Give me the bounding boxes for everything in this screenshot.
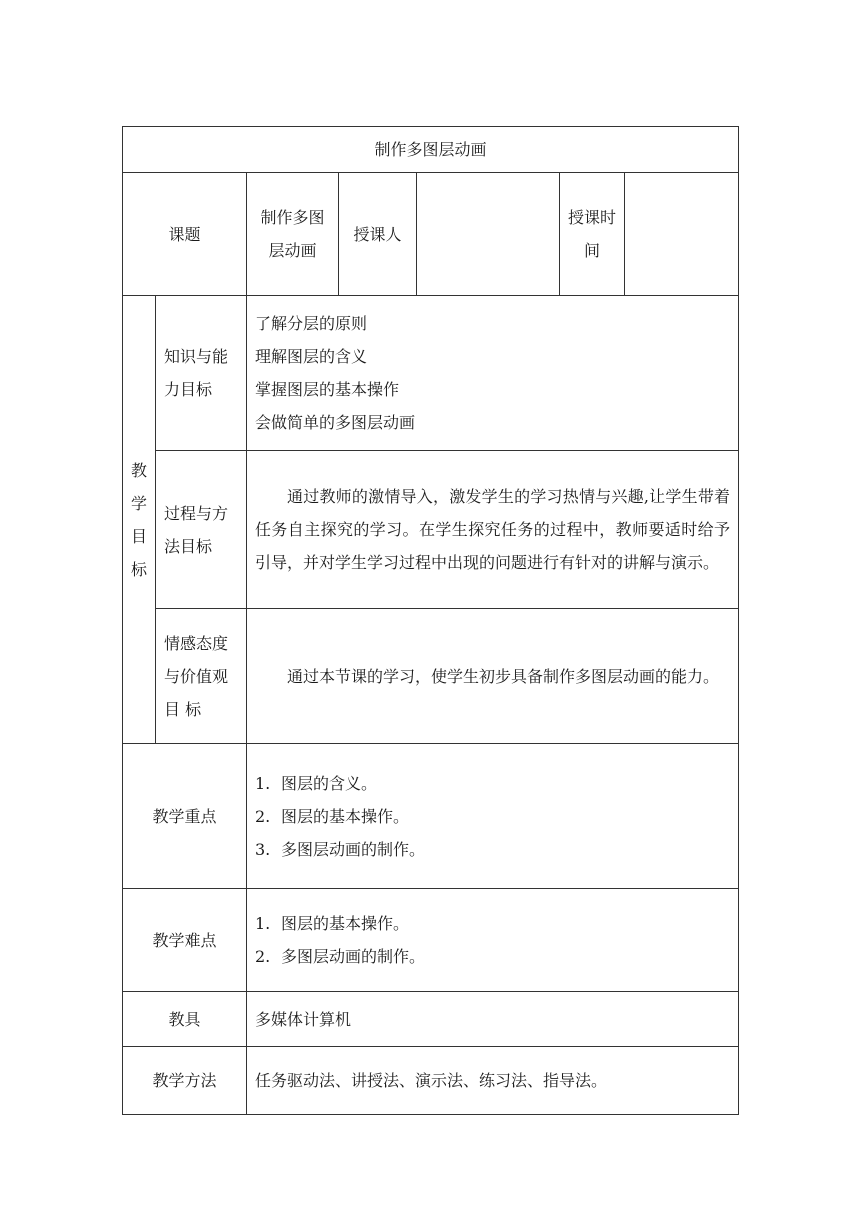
list-item [255, 833, 730, 866]
list-text: 图层的基本操作。 [281, 806, 410, 826]
list-item [255, 907, 730, 940]
list-number: 3. [255, 839, 271, 859]
time-value [625, 173, 739, 296]
key-points-content [247, 744, 739, 889]
teacher-label: 授课人 [339, 173, 417, 296]
objectives-char: 目 [131, 526, 148, 546]
knowledge-item: 掌握图层的基本操作 [255, 380, 400, 399]
topic-value: 制作多图层动画 [247, 173, 339, 296]
objective-knowledge-row [123, 296, 739, 451]
list-text: 多图层动画的制作。 [281, 839, 426, 859]
knowledge-item: 理解图层的含义 [255, 347, 368, 366]
key-points-row [123, 744, 739, 889]
objective-process-row [123, 451, 739, 609]
header-row [123, 173, 739, 296]
emotion-label: 情感态度与价值观目 标 [156, 609, 247, 744]
objectives-char: 标 [131, 559, 148, 579]
objectives-char: 学 [131, 493, 148, 513]
methods-row [123, 1047, 739, 1115]
objectives-group-label [123, 296, 156, 744]
knowledge-item: 会做简单的多图层动画 [255, 413, 416, 432]
list-item [255, 940, 730, 973]
difficult-points-content [247, 889, 739, 992]
process-label: 过程与方法目标 [156, 451, 247, 609]
list-number: 1. [255, 773, 271, 793]
list-text: 图层的基本操作。 [281, 914, 410, 933]
teacher-value [417, 173, 560, 296]
list-number: 2. [255, 947, 271, 966]
table-title: 制作多图层动画 [123, 127, 739, 173]
difficult-points-row [123, 889, 739, 992]
process-content: 通过教师的激情导入，激发学生的学习热情与兴趣,让学生带着任务自主探究的学习。在学生探究任务的过程中，教师要适时给予引导，并对学生学习过程中出现的问题进行有针对的讲解与演示。 [247, 451, 739, 609]
list-text: 图层的含义。 [281, 773, 378, 793]
knowledge-label: 知识与能力目标 [156, 296, 247, 451]
objectives-char: 教 [131, 460, 148, 480]
list-number: 2. [255, 806, 271, 826]
methods-label: 教学方法 [123, 1047, 247, 1115]
lesson-plan-table [122, 126, 739, 1115]
objective-emotion-row [123, 609, 739, 744]
tools-row [123, 992, 739, 1047]
tools-value: 多媒体计算机 [247, 992, 739, 1047]
methods-value: 任务驱动法、讲授法、演示法、练习法、指导法。 [247, 1047, 739, 1115]
emotion-content: 通过本节课的学习，使学生初步具备制作多图层动画的能力。 [247, 609, 739, 744]
knowledge-item: 了解分层的原则 [255, 314, 368, 333]
time-label: 授课时间 [560, 173, 625, 296]
topic-label: 课题 [123, 173, 247, 296]
list-item [255, 800, 730, 833]
knowledge-content [247, 296, 739, 451]
list-number: 1. [255, 914, 271, 933]
difficult-points-label: 教学难点 [123, 889, 247, 992]
key-points-label: 教学重点 [123, 744, 247, 889]
list-item [255, 767, 730, 800]
tools-label: 教具 [123, 992, 247, 1047]
list-text: 多图层动画的制作。 [281, 947, 426, 966]
title-row [123, 127, 739, 173]
